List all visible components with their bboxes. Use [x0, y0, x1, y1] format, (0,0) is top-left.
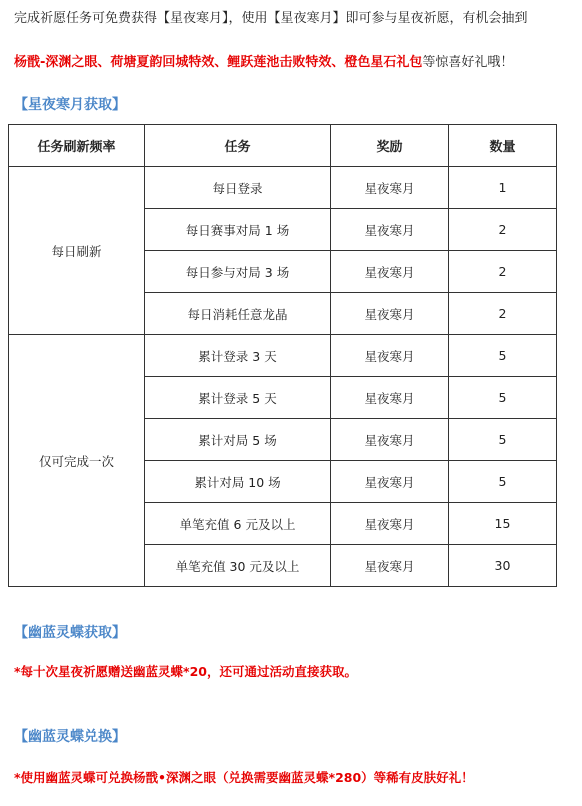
promo-line [14, 54, 574, 72]
task-cell: 累计登录 5 天 [145, 377, 331, 419]
task-cell: 每日登录 [145, 167, 331, 209]
task-cell: 单笔充值 30 元及以上 [145, 545, 331, 587]
reward-cell: 星夜寒月 [331, 167, 449, 209]
quantity-cell: 2 [449, 293, 557, 335]
quantity-cell: 5 [449, 377, 557, 419]
reward-cell: 星夜寒月 [331, 461, 449, 503]
quantity-cell: 30 [449, 545, 557, 587]
table-header-row [9, 125, 557, 167]
reward-cell: 星夜寒月 [331, 503, 449, 545]
table-row [9, 167, 557, 209]
section-title-butterfly: 【幽蓝灵蝶获取】 [14, 625, 126, 641]
task-cell: 累计对局 10 场 [145, 461, 331, 503]
header-frequency: 任务刷新频率 [9, 125, 145, 167]
promo-highlight: 杨戬-深渊之眼、荷塘夏韵回城特效、鲤跃莲池击败特效、橙色星石礼包 [14, 55, 423, 70]
reward-cell: 星夜寒月 [331, 419, 449, 461]
task-cell: 单笔充值 6 元及以上 [145, 503, 331, 545]
header-task: 任务 [145, 125, 331, 167]
reward-cell: 星夜寒月 [331, 377, 449, 419]
exchange-note: *使用幽蓝灵蝶可兑换杨戬•深渊之眼（兑换需要幽蓝灵蝶*280）等稀有皮肤好礼！ [14, 770, 474, 785]
quantity-cell: 15 [449, 503, 557, 545]
task-cell: 每日赛事对局 1 场 [145, 209, 331, 251]
reward-cell: 星夜寒月 [331, 335, 449, 377]
reward-cell: 星夜寒月 [331, 293, 449, 335]
quantity-cell: 2 [449, 251, 557, 293]
promo-tail: 等惊喜好礼哦！ [422, 55, 514, 70]
header-reward: 奖励 [331, 125, 449, 167]
butterfly-note: *每十次星夜祈愿赠送幽蓝灵蝶*20，还可通过活动直接获取。 [14, 664, 357, 679]
table-row [9, 335, 557, 377]
quantity-cell: 2 [449, 209, 557, 251]
task-cell: 累计对局 5 场 [145, 419, 331, 461]
quantity-cell: 5 [449, 335, 557, 377]
task-cell: 累计登录 3 天 [145, 335, 331, 377]
header-quantity: 数量 [449, 125, 557, 167]
quantity-cell: 1 [449, 167, 557, 209]
quantity-cell: 5 [449, 461, 557, 503]
section-title-exchange: 【幽蓝灵蝶兑换】 [14, 729, 126, 745]
section-title-acquire: 【星夜寒月获取】 [14, 97, 126, 113]
task-table [8, 124, 557, 587]
reward-cell: 星夜寒月 [331, 209, 449, 251]
reward-cell: 星夜寒月 [331, 545, 449, 587]
frequency-cell-once: 仅可完成一次 [9, 335, 145, 587]
task-cell: 每日参与对局 3 场 [145, 251, 331, 293]
frequency-cell-daily: 每日刷新 [9, 167, 145, 335]
quantity-cell: 5 [449, 419, 557, 461]
reward-cell: 星夜寒月 [331, 251, 449, 293]
task-cell: 每日消耗任意龙晶 [145, 293, 331, 335]
intro-text: 完成祈愿任务可免费获得【星夜寒月】，使用【星夜寒月】即可参与星夜祈愿，有机会抽到 [14, 11, 528, 26]
